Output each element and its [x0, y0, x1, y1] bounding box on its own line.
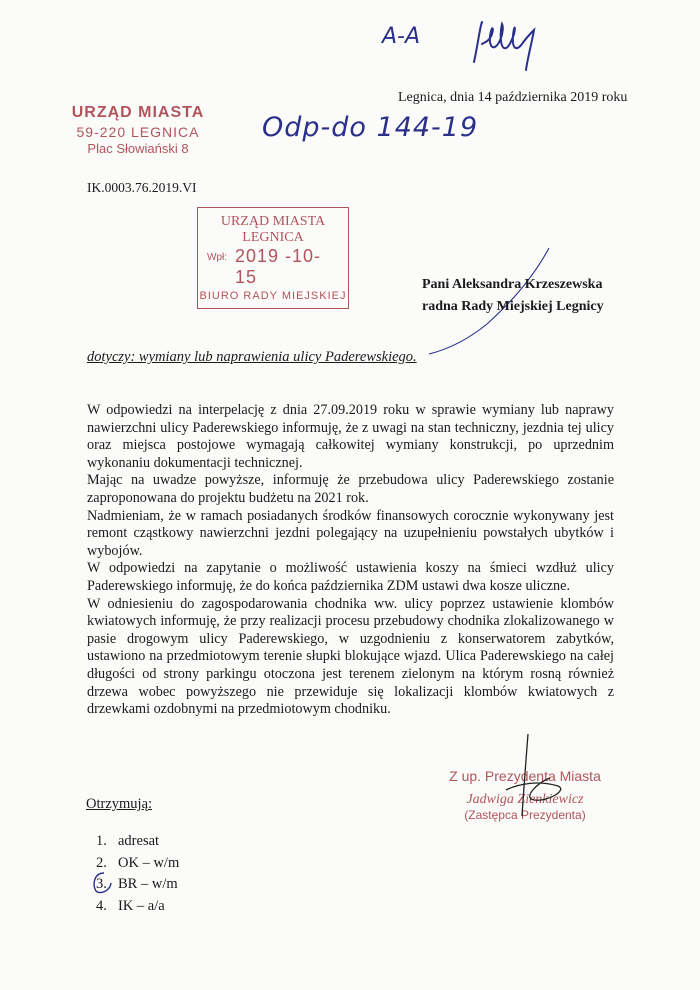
received-stamp-label: Wpł: [207, 252, 227, 263]
recipients-heading: Otrzymują: [86, 796, 153, 812]
list-item [96, 831, 179, 853]
body-paragraph: Mając na uwadze powyższe, informuję że przebudowa ulicy Paderewskiego zostanie zaproponowana do projektu budżetu na 2021 rok. [87, 472, 614, 506]
subject-line: dotyczy: wymiany lub naprawienia ulicy Paderewskiego. [87, 349, 417, 365]
list-item-text: adresat [118, 833, 160, 849]
list-item-text: BR – w/m [118, 876, 178, 892]
handwritten-circle-mark [90, 871, 114, 895]
sender-stamp-title: URZĄD MIASTA [71, 104, 205, 121]
signature-authorization: Z up. Prezydenta Miasta [449, 768, 601, 784]
place-date: Legnica, dnia 14 października 2019 roku [398, 90, 628, 105]
sender-stamp-street: Plac Słowiański 8 [87, 141, 189, 156]
handwritten-case-reference: Odp-do 144-19 [262, 112, 479, 143]
received-stamp-title: URZĄD MIASTA LEGNICA [220, 214, 326, 245]
list-item-number: 1. [96, 833, 107, 849]
body-paragraph: Nadmieniam, że w ramach posiadanych środków finansowych corocznie wykonywany jest remont cząstkowy nawierzchni jezdni polegający na uzupełnieniu powstałych ubytków i wybojów. [87, 507, 614, 559]
received-stamp-office: BIURO RADY MIEJSKIEJ [199, 290, 347, 302]
list-item [96, 896, 179, 918]
letter-body [87, 402, 614, 719]
body-paragraph: W odniesieniu do zagospodarowania chodnika ww. ulicy poprzez ustawienie klombów kwiatowych informuję, że przy realizacji procesu przebudowy chodnika zlokalizowanego w pasie drogowym ulicy Paderewskiego, w uzgodnieniu z konserwatorem zabytków, ustawiono na przedmiotowym terenie słupki blokujące wjazd. Ulica Paderewskiego na całej długości od strony parkingu otoczona jest terenem zielonym na którym rosną również drzewa wobec powyższego nie przewiduje się lokalizacji klombów kwiatowych z drzewkami ozdobnymi na przedmiotowym chodniku. [87, 595, 614, 718]
signatory-handwritten-signature [498, 730, 578, 820]
sender-stamp-postal: 59-220 LEGNICA [76, 124, 200, 140]
list-item-text: IK – a/a [118, 897, 165, 914]
body-paragraph: W odpowiedzi na zapytanie o możliwość ustawienia koszy na śmieci wzdłuż ulicy Paderewskiego informuję, że do końca października ZDM ustawi dwa kosze uliczne. [87, 560, 614, 594]
list-item-number: 4. [96, 897, 107, 914]
received-stamp [197, 207, 349, 309]
body-paragraph: W odpowiedzi na interpelację z dnia 27.09.2019 roku w sprawie wymiany lub naprawy nawierzchni ulicy Paderewskiego informuję, że z uwagi na stan techniczny, jezdnia tej ulicy oraz miejsca postojowe wymagają całkowitej wymiany konstrukcji, po uprzednim wykonaniu dokumentacji technicznej. [87, 402, 614, 471]
addressee [422, 274, 604, 318]
list-item-number: 3. [96, 876, 107, 892]
addressee-name: Pani Aleksandra Krzeszewska [422, 277, 603, 292]
addressee-title: radna Rady Miejskiej Legnicy [422, 299, 604, 314]
reference-number: IK.0003.76.2019.VI [87, 180, 197, 195]
received-stamp-date: 2019 -10- 15 [235, 246, 322, 287]
signatory-name: Jadwiga Zienkiewicz [466, 792, 584, 807]
handwritten-signature [468, 14, 558, 74]
sender-stamp [48, 104, 228, 156]
list-item-number: 2. [96, 854, 107, 871]
list-item-text: OK – w/m [118, 854, 180, 871]
handwritten-initials: A-A [382, 24, 421, 49]
signatory-role: (Zastępca Prezydenta) [464, 808, 586, 822]
